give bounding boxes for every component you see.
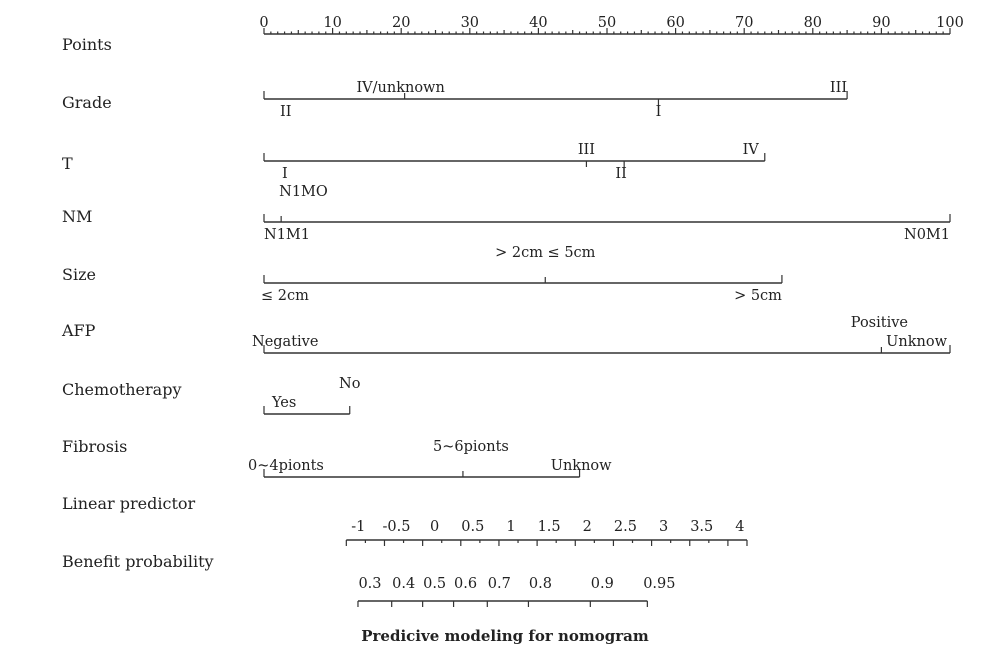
grade-level-i-label: I	[655, 104, 662, 120]
points-tick-label: 80	[803, 15, 823, 31]
points-tick-label: 90	[872, 15, 891, 31]
points-tick-label: 10	[323, 15, 342, 31]
row-labels	[61, 35, 214, 571]
linear-predictor-tick-label: 0.5	[461, 519, 485, 535]
row-label-chemotherapy: Chemotherapy	[62, 380, 182, 399]
benefit-probability-tick-label: 0.4	[392, 576, 416, 592]
row-label-points: Points	[62, 35, 112, 54]
linear-predictor-tick-label: 2	[582, 519, 592, 535]
benefit-probability-tick-label: 0.3	[358, 576, 382, 592]
row-label-nm: NM	[62, 207, 93, 226]
points-tick-label: 0	[259, 15, 269, 31]
linear-predictor-tick-label: 3.5	[690, 519, 714, 535]
row-label-benefit-probability: Benefit probability	[62, 552, 214, 571]
row-label-fibrosis: Fibrosis	[62, 437, 128, 456]
nm-level-n1m1-label: N1M1	[264, 227, 310, 243]
size-level-le-2cm-label: ≤ 2cm	[261, 288, 309, 304]
fibrosis-level-0-4pionts-label: 0~4pionts	[248, 458, 324, 474]
t-level-i-label: I	[282, 166, 288, 182]
t-level-ii-label: II	[615, 166, 627, 182]
fibrosis-level-5-6pionts-label: 5~6pionts	[433, 439, 509, 455]
row-label-grade: Grade	[62, 93, 112, 112]
linear-predictor-tick-label: 3	[658, 519, 669, 535]
linear-predictor-tick-label: -0.5	[382, 519, 411, 535]
benefit-probability-tick-label: 0.6	[454, 576, 478, 592]
linear-predictor-tick-label: 2.5	[613, 519, 637, 535]
grade-level-iii-label: III	[829, 80, 848, 96]
afp-level-negative-label: Negative	[252, 334, 319, 350]
row-label-size: Size	[62, 265, 96, 284]
grade-level-iv-unknown-label: IV/unknown	[356, 80, 445, 96]
points-tick-label: 20	[391, 15, 411, 31]
afp-level-positive-label: Positive	[850, 315, 909, 331]
benefit-probability-tick-label: 0.8	[528, 576, 552, 592]
linear-predictor-tick-label: 1.5	[537, 519, 561, 535]
nm-level-n0m1-label: N0M1	[904, 227, 950, 243]
points-tick-label: 50	[597, 15, 617, 31]
linear-predictor-tick-label: 4	[735, 519, 745, 535]
row-label-t: T	[62, 154, 73, 173]
points-tick-label: 60	[666, 15, 685, 31]
size-level-gt-5cm-label: > 5cm	[734, 288, 782, 304]
points-tick-label: 100	[936, 15, 964, 31]
nomogram-axes	[248, 15, 964, 607]
size-level-gt-2cm-le-5cm-label: > 2cm ≤ 5cm	[495, 245, 596, 261]
t-level-iv-label: IV	[742, 142, 759, 158]
row-label-linear-predictor: Linear predictor	[62, 494, 196, 513]
fibrosis-level-unknow-label: Unknow	[550, 458, 612, 474]
benefit-probability-tick-label: 0.5	[423, 576, 447, 592]
linear-predictor-tick-label: 0	[430, 519, 440, 535]
chemotherapy-level-no-label: No	[339, 376, 361, 392]
points-tick-label: 30	[460, 15, 480, 31]
points-tick-label: 70	[734, 15, 754, 31]
linear-predictor-tick-label: 1	[506, 519, 516, 535]
benefit-probability-tick-label: 0.7	[487, 576, 511, 592]
t-level-iii-label: III	[577, 142, 596, 158]
row-label-afp: AFP	[62, 321, 96, 340]
nm-level-n1mo-label: N1MO	[279, 184, 328, 200]
benefit-probability-tick-label: 0.95	[643, 576, 676, 592]
points-tick-label: 40	[529, 15, 548, 31]
linear-predictor-tick-label: -1	[351, 519, 366, 535]
benefit-probability-tick-label: 0.9	[590, 576, 614, 592]
chart-title: Predicive modeling for nomogram	[361, 627, 649, 645]
grade-level-ii-label: II	[280, 104, 292, 120]
chemotherapy-level-yes-label: Yes	[272, 395, 297, 411]
afp-level-unknow-label: Unknow	[886, 334, 947, 350]
